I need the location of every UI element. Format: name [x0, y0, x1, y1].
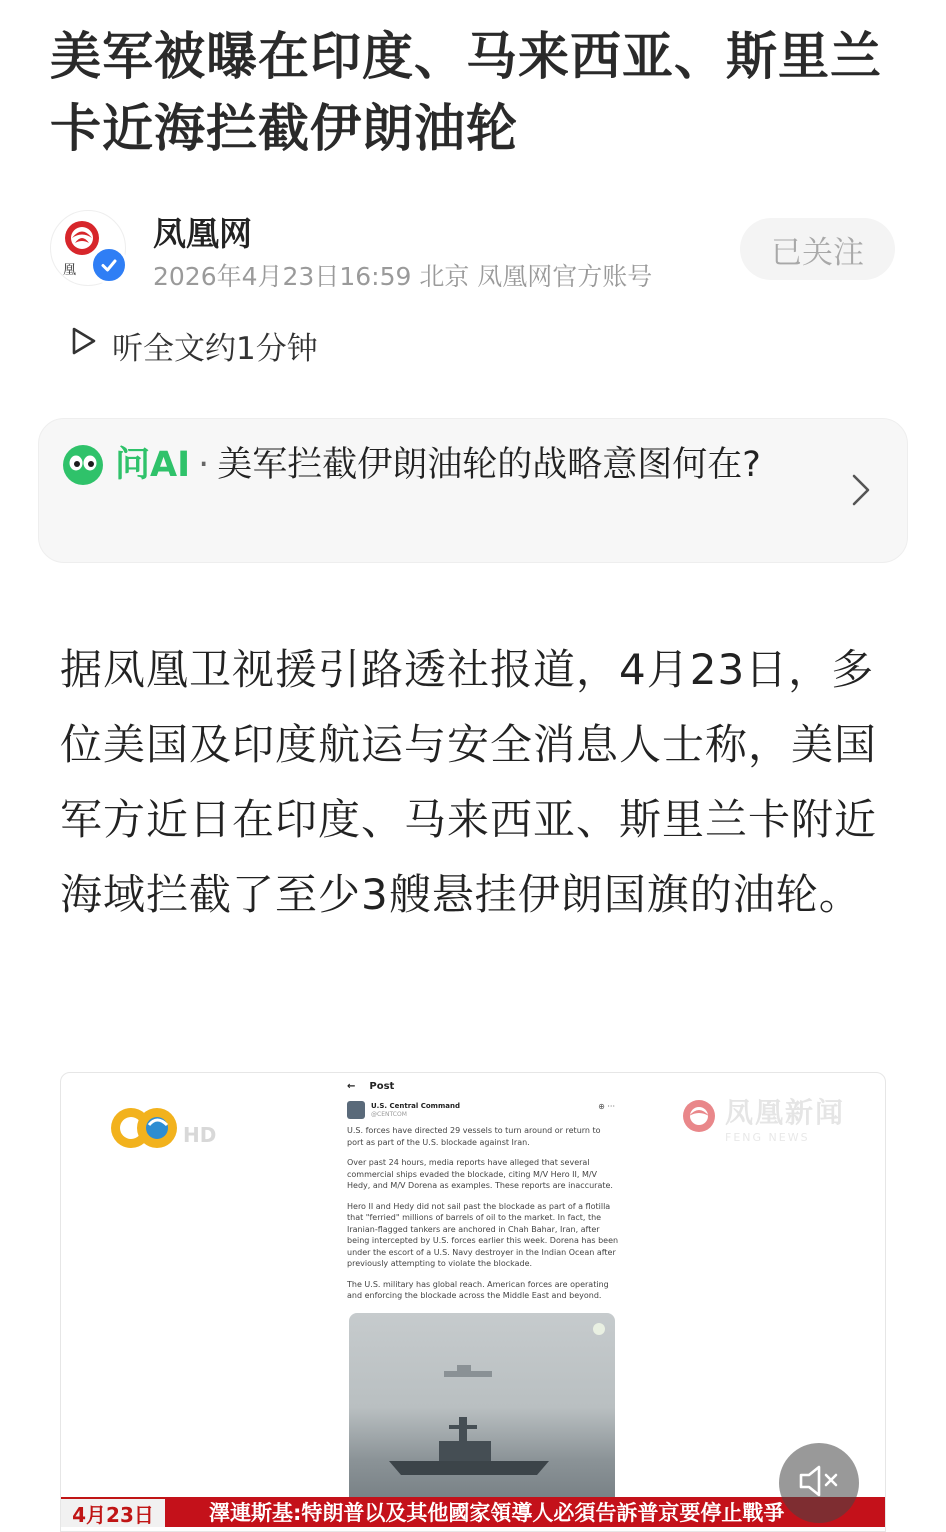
play-icon [70, 326, 98, 364]
post-controls: ⊕ ··· [598, 1102, 615, 1111]
mute-icon [797, 1463, 841, 1503]
warship-photo [349, 1313, 615, 1523]
mute-button[interactable] [779, 1443, 859, 1523]
article-title: 美军被曝在印度、马来西亚、斯里兰卡近海拦截伊朗油轮 [50, 28, 883, 159]
ai-question: 美军拦截伊朗油轮的战略意图何在? [217, 445, 761, 485]
ai-brand-label: 问AI [115, 445, 191, 485]
watermark-logo-icon [681, 1098, 717, 1138]
phoenix-tv-logo-icon [109, 1103, 179, 1157]
author-name[interactable]: 凤凰网 [153, 214, 252, 253]
centcom-avatar [347, 1101, 365, 1119]
watermark-subtext: FENG NEWS [725, 1131, 810, 1144]
listen-button[interactable] [70, 322, 318, 368]
hd-label: HD [183, 1123, 217, 1147]
watermark [681, 1091, 845, 1144]
embedded-post [341, 1073, 629, 1513]
watermark-text: 凤凰新闻 [725, 1096, 846, 1129]
post-paragraph: U.S. forces have directed 29 vessels to turn around or return to port as part of the U.S. blockade against Iran. [347, 1126, 601, 1147]
post-account-handle: @CENTCOM [371, 1110, 407, 1118]
ask-ai-card[interactable] [38, 418, 908, 563]
post-paragraph: Over past 24 hours, media reports have alleged that several commercial ships evaded the blockade, citing M/V Hero II, M/V Hedy, and M/V Dorena as examples. These reports are inaccurate. [347, 1158, 613, 1190]
post-account-name: U.S. Central Command [371, 1101, 460, 1110]
follow-button[interactable]: 已关注 [740, 218, 895, 280]
ticker-date: 4月23日 [61, 1497, 165, 1527]
post-header-label: Post [369, 1081, 395, 1092]
news-ticker [61, 1497, 886, 1527]
publish-meta: 2026年4月23日16:59 北京 凤凰网官方账号 [153, 262, 653, 291]
avatar-label: 凰 [63, 263, 77, 278]
back-arrow-icon: ← [347, 1081, 356, 1092]
ticker-headline: 澤連斯基:特朗普以及其他國家領導人必須告訴普京要停止戰爭 [165, 1497, 886, 1527]
chevron-right-icon [851, 473, 871, 511]
ai-separator: · [198, 445, 210, 485]
post-paragraph: Hero II and Hedy did not sail past the blockade as part of a flotilla that "ferried" millions of barrels of oil to the market. In fact, the Iranian-flagged tankers are anchored in Chah Bahar, Iran, after being intercepted by U.S. forces earlier this week. Dorena has been under the escort of a U.S. Navy destroyer in the Indian Ocean after previously attempting to violate the blockade. [347, 1201, 619, 1268]
verified-badge-icon [90, 246, 128, 284]
article-image[interactable] [60, 1072, 886, 1532]
article-paragraph: 据凤凰卫视援引路透社报道，4月23日，多位美国及印度航运与安全消息人士称，美国军方近日在印度、马来西亚、斯里兰卡附近海域拦截了至少3艘悬挂伊朗国旗的油轮。 [60, 645, 878, 919]
post-paragraph: The U.S. military has global reach. American forces are operating and enforcing the blockade across the Middle East and beyond. [347, 1279, 609, 1300]
ai-assistant-icon [61, 443, 105, 491]
listen-label: 听全文约1分钟 [112, 330, 318, 367]
